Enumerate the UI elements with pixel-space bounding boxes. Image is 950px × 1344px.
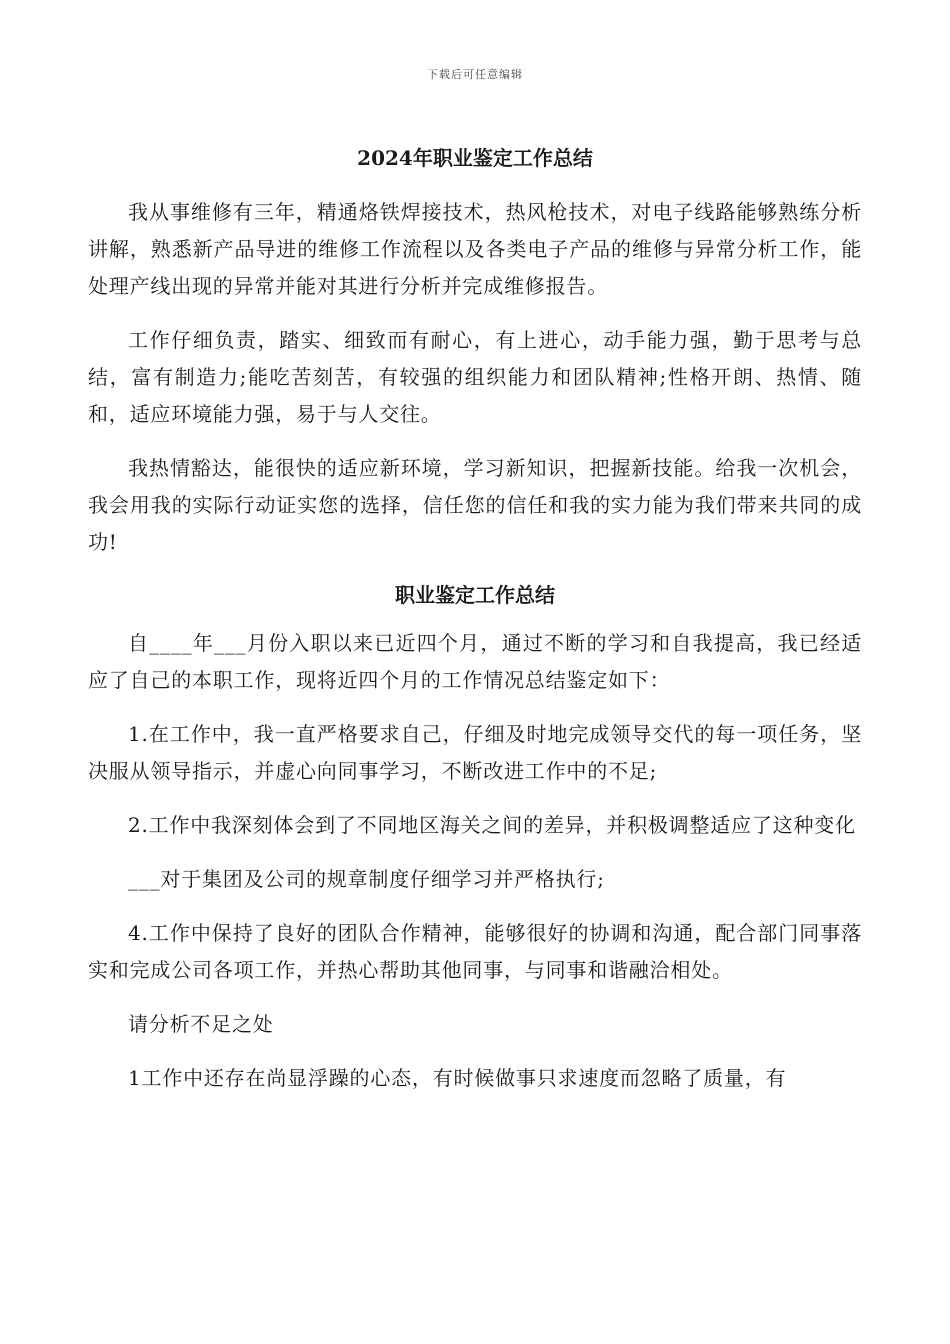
section-2-paragraph: 4.工作中保持了良好的团队合作精神，能够很好的协调和沟通，配合部门同事落实和完成公司各项工作，并热心帮助其他同事，与同事和谐融洽相处。 [88, 921, 862, 982]
section-1-paragraph: 工作仔细负责，踏实、细致而有耐心，有上进心，动手能力强，勤于思考与总结，富有制造力;能吃苦刻苦，有较强的组织能力和团队精神;性格开朗、热情、随和，适应环境能力强，易于与人交往。 [88, 328, 862, 426]
section-2-paragraph: ___对于集团及公司的规章制度仔细学习并严格执行; [128, 867, 605, 891]
document-body [88, 142, 862, 1114]
section-2-title: 职业鉴定工作总结 [395, 583, 555, 607]
section-1-paragraph: 我热情豁达，能很快的适应新环境，学习新知识，把握新技能。给我一次机会，我会用我的实际行动证实您的选择，信任您的信任和我的实力能为我们带来共同的成功! [88, 456, 862, 554]
section-2-paragraph: 2.工作中我深刻体会到了不同地区海关之间的差异，并积极调整适应了这种变化 [128, 813, 856, 837]
section-1-paragraph: 我从事维修有三年，精通烙铁焊接技术，热风枪技术，对电子线路能够熟练分析讲解，熟悉新产品导进的维修工作流程以及各类电子产品的维修与异常分析工作，能处理产线出现的异常并能对其进行分析并完成维修报告。 [88, 200, 862, 298]
section-2-paragraph: 1.在工作中，我一直严格要求自己，仔细及时地完成领导交代的每一项任务，坚决服从领导指示，并虚心向同事学习，不断改进工作中的不足; [88, 722, 862, 783]
section-1-title: 2024年职业鉴定工作总结 [357, 146, 593, 170]
section-2-paragraph: 1工作中还存在尚显浮躁的心态，有时候做事只求速度而忽略了质量，有 [128, 1066, 787, 1090]
header-note: 下载后可任意编辑 [427, 68, 523, 81]
section-2-paragraph: 自____年___月份入职以来已近四个月，通过不断的学习和自我提高，我已经适应了自己的本职工作，现将近四个月的工作情况总结鉴定如下： [88, 631, 862, 692]
section-2-paragraph: 请分析不足之处 [128, 1012, 274, 1036]
